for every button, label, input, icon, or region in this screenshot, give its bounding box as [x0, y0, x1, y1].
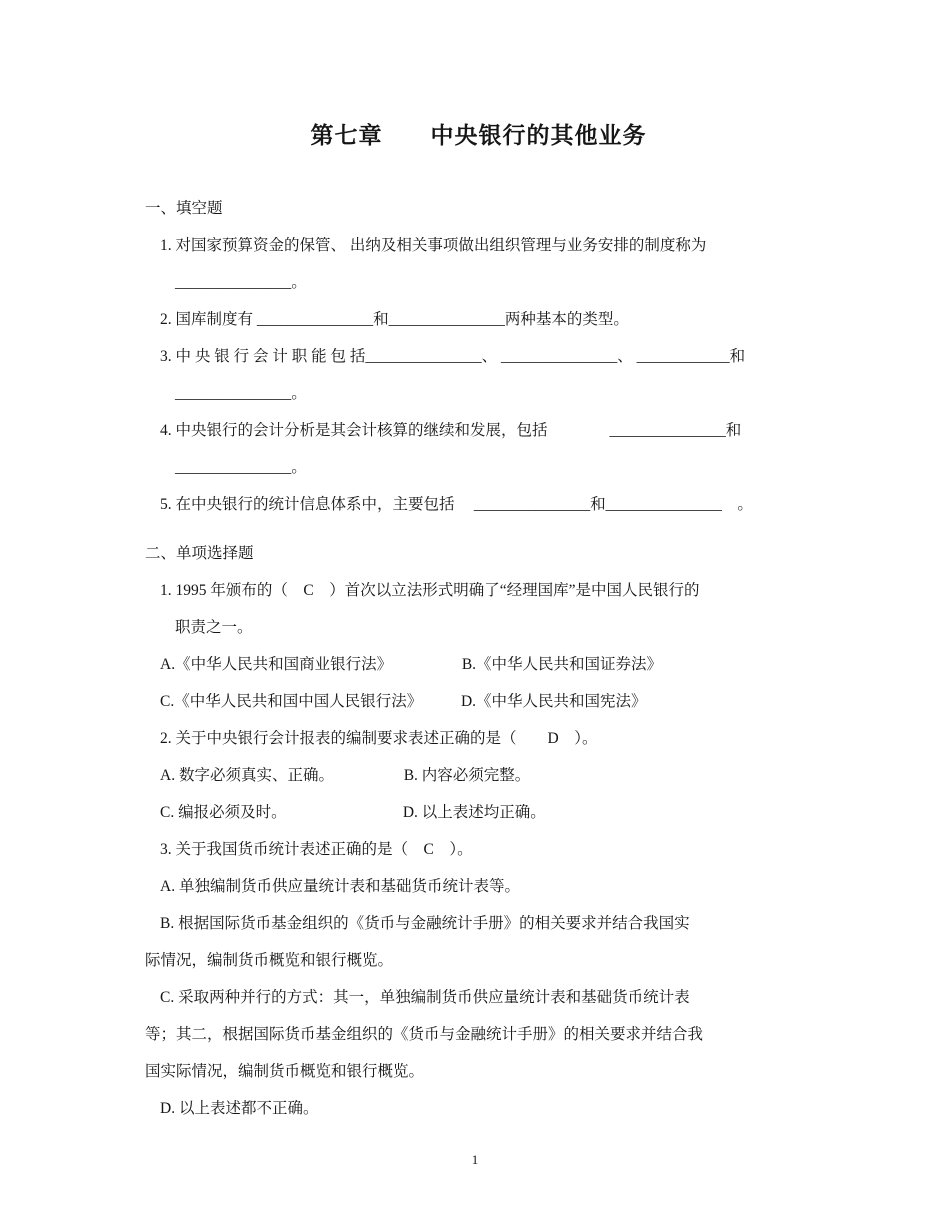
- mc-q3-option-b-line2: 际情况，编制货币概览和银行概览。: [145, 952, 394, 969]
- mc-q2: 2. 关于中央银行会计报表的编制要求表述正确的是（ D ）。: [160, 730, 598, 747]
- section-heading-1: 一、填空题: [145, 200, 223, 217]
- mc-q1-options-ab: A.《中华人民共和国商业银行法》 B.《中华人民共和国证券法》: [160, 656, 663, 673]
- section-heading-2: 二、单项选择题: [145, 545, 254, 562]
- document-content: [145, 122, 812, 1127]
- fill-q3-blank: _______________。: [175, 385, 307, 402]
- fill-q4-line1: 4. 中央银行的会计分析是其会计核算的继续和发展，包括 _______________和: [160, 422, 742, 439]
- fill-q2: 2. 国库制度有 _______________和_______________两种基本的类型。: [160, 311, 629, 328]
- fill-q3-line1: 3. 中 央 银 行 会 计 职 能 包 括_______________、 _______________、 ____________和: [160, 348, 746, 365]
- mc-q3-option-d: D. 以上表述都不正确。: [160, 1100, 319, 1117]
- mc-q1-options-cd: C.《中华人民共和国中国人民银行法》 D.《中华人民共和国宪法》: [160, 693, 647, 710]
- page-number: 1: [471, 1152, 479, 1167]
- mc-q2-options-cd: C. 编报必须及时。 D. 以上表述均正确。: [160, 804, 546, 821]
- mc-q3-option-b-line1: B. 根据国际货币基金组织的《货币与金融统计手册》的相关要求并结合我国实: [160, 915, 690, 932]
- mc-q3: 3. 关于我国货币统计表述正确的是（ C ）。: [160, 841, 473, 858]
- fill-q1-blank: _______________。: [175, 274, 307, 291]
- mc-q3-option-c-line2: 等；其二，根据国际货币基金组织的《货币与金融统计手册》的相关要求并结合我: [145, 1026, 704, 1043]
- mc-q3-option-c-line1: C. 采取两种并行的方式：其一，单独编制货币供应量统计表和基础货币统计表: [160, 989, 690, 1006]
- fill-q4-blank: _______________。: [175, 459, 307, 476]
- document-title: 第七章 中央银行的其他业务: [310, 123, 647, 148]
- fill-q5: 5. 在中央银行的统计信息体系中，主要包括 _______________和_______________ 。: [160, 496, 753, 513]
- mc-q3-option-a: A. 单独编制货币供应量统计表和基础货币统计表等。: [160, 878, 520, 895]
- document-body: [145, 190, 812, 1127]
- mc-q3-option-c-line3: 国实际情况，编制货币概览和银行概览。: [145, 1063, 425, 1080]
- fill-q1-line1: 1. 对国家预算资金的保管、 出纳及相关事项做出组织管理与业务安排的制度称为: [160, 237, 707, 254]
- mc-q1-line1: 1. 1995 年颁布的（ C ）首次以立法形式明确了“经理国库”是中国人民银行的: [160, 582, 700, 599]
- mc-q2-options-ab: A. 数字必须真实、正确。 B. 内容必须完整。: [160, 767, 531, 784]
- mc-q1-line2: 职责之一。: [175, 619, 253, 636]
